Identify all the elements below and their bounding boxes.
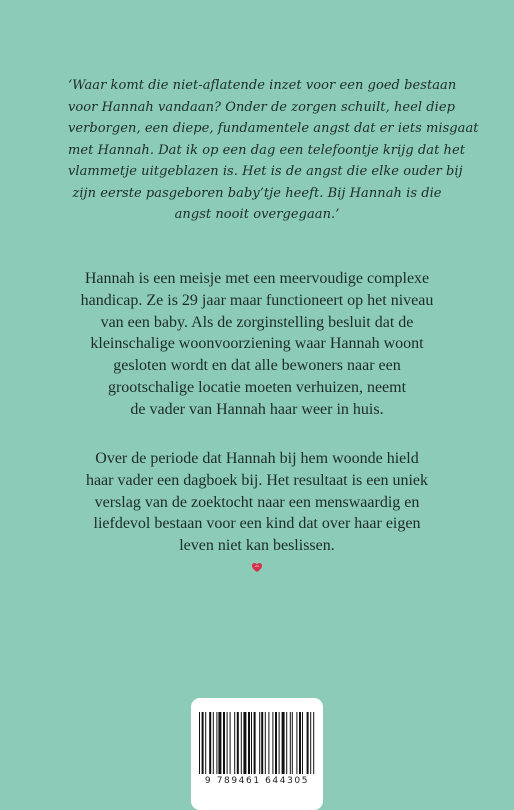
paragraph-line: de vader van Hannah haar weer in huis. — [130, 400, 384, 418]
paragraph-line: gesloten wordt en dat alle bewoners naar een — [113, 357, 401, 375]
synopsis-paragraph-1 — [64, 268, 450, 421]
barcode-bar — [227, 712, 228, 774]
barcode-bar — [205, 712, 206, 774]
barcode-bar — [313, 712, 314, 774]
barcode-bar — [248, 712, 250, 774]
barcode-bar — [296, 712, 297, 774]
barcode-bar — [213, 712, 214, 774]
barcode-bar — [223, 712, 225, 774]
barcode-bar — [272, 712, 273, 774]
quote-line: ‘Waar komt die niet-aflatende inzet voor een goed bestaan — [68, 78, 457, 93]
barcode-bar — [261, 712, 263, 774]
barcode-bar — [237, 712, 239, 774]
synopsis-paragraph-2 — [64, 448, 450, 557]
barcode-bar — [216, 712, 217, 774]
barcode-bar — [251, 712, 252, 774]
barcode-bar — [290, 712, 291, 774]
barcode-bar — [275, 712, 277, 774]
quote-line: voor Hannah vandaan? Onder de zorgen schuilt, heel diep — [68, 99, 455, 115]
quote-line: vlammetje uitgeblazen is. Het is de angst die elke ouder bij — [68, 164, 463, 179]
paragraph-line: verslag van de zoektocht naar een menswaardig en — [94, 493, 420, 511]
quote-line: verborgen, een diepe, fundamentele angst dat er iets misgaat — [68, 121, 479, 136]
barcode-bar — [302, 712, 303, 774]
barcode-bar — [279, 712, 280, 774]
barcode-bar — [265, 712, 266, 774]
paragraph-line: liefdevol bestaan voor een kind dat over haar eigen — [93, 515, 421, 533]
barcode-bar — [254, 712, 256, 774]
barcode-bar — [241, 712, 242, 774]
barcode-image — [199, 712, 315, 774]
quote-block — [68, 75, 479, 226]
barcode-bar — [209, 712, 211, 774]
barcode-bar — [282, 712, 285, 774]
barcode-bar — [286, 712, 287, 774]
barcode-bar — [243, 712, 246, 774]
publisher-logo-icon — [251, 561, 263, 573]
paragraph-line: grootschalige locatie moeten verhuizen, neemt — [107, 378, 407, 396]
quote-line: met Hannah. Dat ik op een dag een telefoontje krijg dat het — [68, 142, 465, 158]
barcode-bar — [310, 712, 311, 774]
barcode-bar — [234, 712, 235, 774]
barcode-bar — [199, 712, 200, 774]
barcode-bar — [307, 712, 309, 774]
barcode-bar — [268, 712, 269, 774]
quote-line: angst nooit overgegaan.’ — [174, 207, 340, 222]
barcode-bar — [218, 712, 221, 774]
paragraph-line: Hannah is een meisje met een meervoudige complexe — [84, 270, 430, 287]
paragraph-line: handicap. Ze is 29 jaar maar functioneert op het niveau — [80, 291, 434, 309]
paragraph-line: haar vader een dagboek bij. Het resultaat is een uniek — [85, 471, 429, 489]
barcode-bar — [259, 712, 260, 774]
barcode-bar — [230, 712, 231, 774]
paragraph-line: van een baby. Als de zorginstelling besluit dat de — [100, 313, 414, 331]
barcode-bar — [299, 712, 301, 774]
isbn-digits: 9 789461 644305 — [204, 776, 310, 786]
barcode-bar — [202, 712, 204, 774]
paragraph-line: leven niet kan beslissen. — [179, 537, 335, 555]
paragraph-line: kleinschalige woonvoorziening waar Hannah woont — [90, 335, 424, 353]
barcode-bar — [292, 712, 293, 774]
paragraph-line: Over de periode dat Hannah bij hem woonde hield — [95, 450, 419, 467]
quote-line: zijn eerste pasgeboren baby’tje heeft. Bij Hannah is die — [72, 185, 442, 201]
